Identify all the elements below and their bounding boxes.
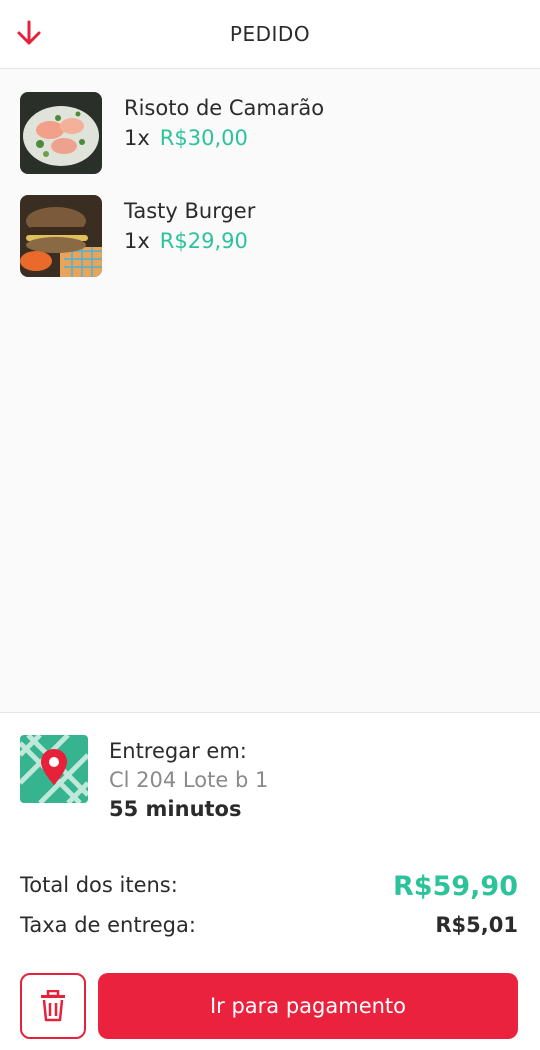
page-title: PEDIDO <box>229 22 311 46</box>
items-total-label: Total dos itens: <box>20 873 178 897</box>
list-item[interactable] <box>20 195 520 279</box>
item-quantity: 1x <box>124 126 150 150</box>
arrow-down-icon <box>15 19 43 47</box>
order-totals <box>0 845 540 1050</box>
item-qty-price <box>124 126 248 150</box>
go-to-payment-button[interactable]: Ir para pagamento <box>98 973 518 1039</box>
clear-order-button[interactable] <box>20 973 86 1039</box>
delivery-label: Entregar em: <box>109 739 247 763</box>
item-price: R$29,90 <box>159 229 248 253</box>
delivery-time: 55 minutos <box>109 797 242 821</box>
item-quantity: 1x <box>124 229 150 253</box>
delivery-info[interactable] <box>0 712 540 846</box>
delivery-fee-label: Taxa de entrega: <box>20 913 196 937</box>
item-thumbnail-burger <box>20 195 102 277</box>
items-total-row <box>20 873 518 903</box>
item-thumbnail-risoto <box>20 92 102 174</box>
back-button[interactable] <box>14 18 44 48</box>
delivery-fee-value: R$5,01 <box>435 913 518 937</box>
delivery-address: Cl 204 Lote b 1 <box>109 768 269 792</box>
items-total-value: R$59,90 <box>393 871 518 902</box>
item-name: Risoto de Camarão <box>124 96 325 120</box>
item-price: R$30,00 <box>159 126 248 150</box>
delivery-fee-row <box>20 913 518 943</box>
item-qty-price <box>124 229 248 253</box>
trash-icon <box>39 990 67 1022</box>
map-pin-icon <box>20 735 88 803</box>
item-name: Tasty Burger <box>124 199 256 223</box>
list-item[interactable] <box>20 92 520 176</box>
header <box>0 0 540 69</box>
